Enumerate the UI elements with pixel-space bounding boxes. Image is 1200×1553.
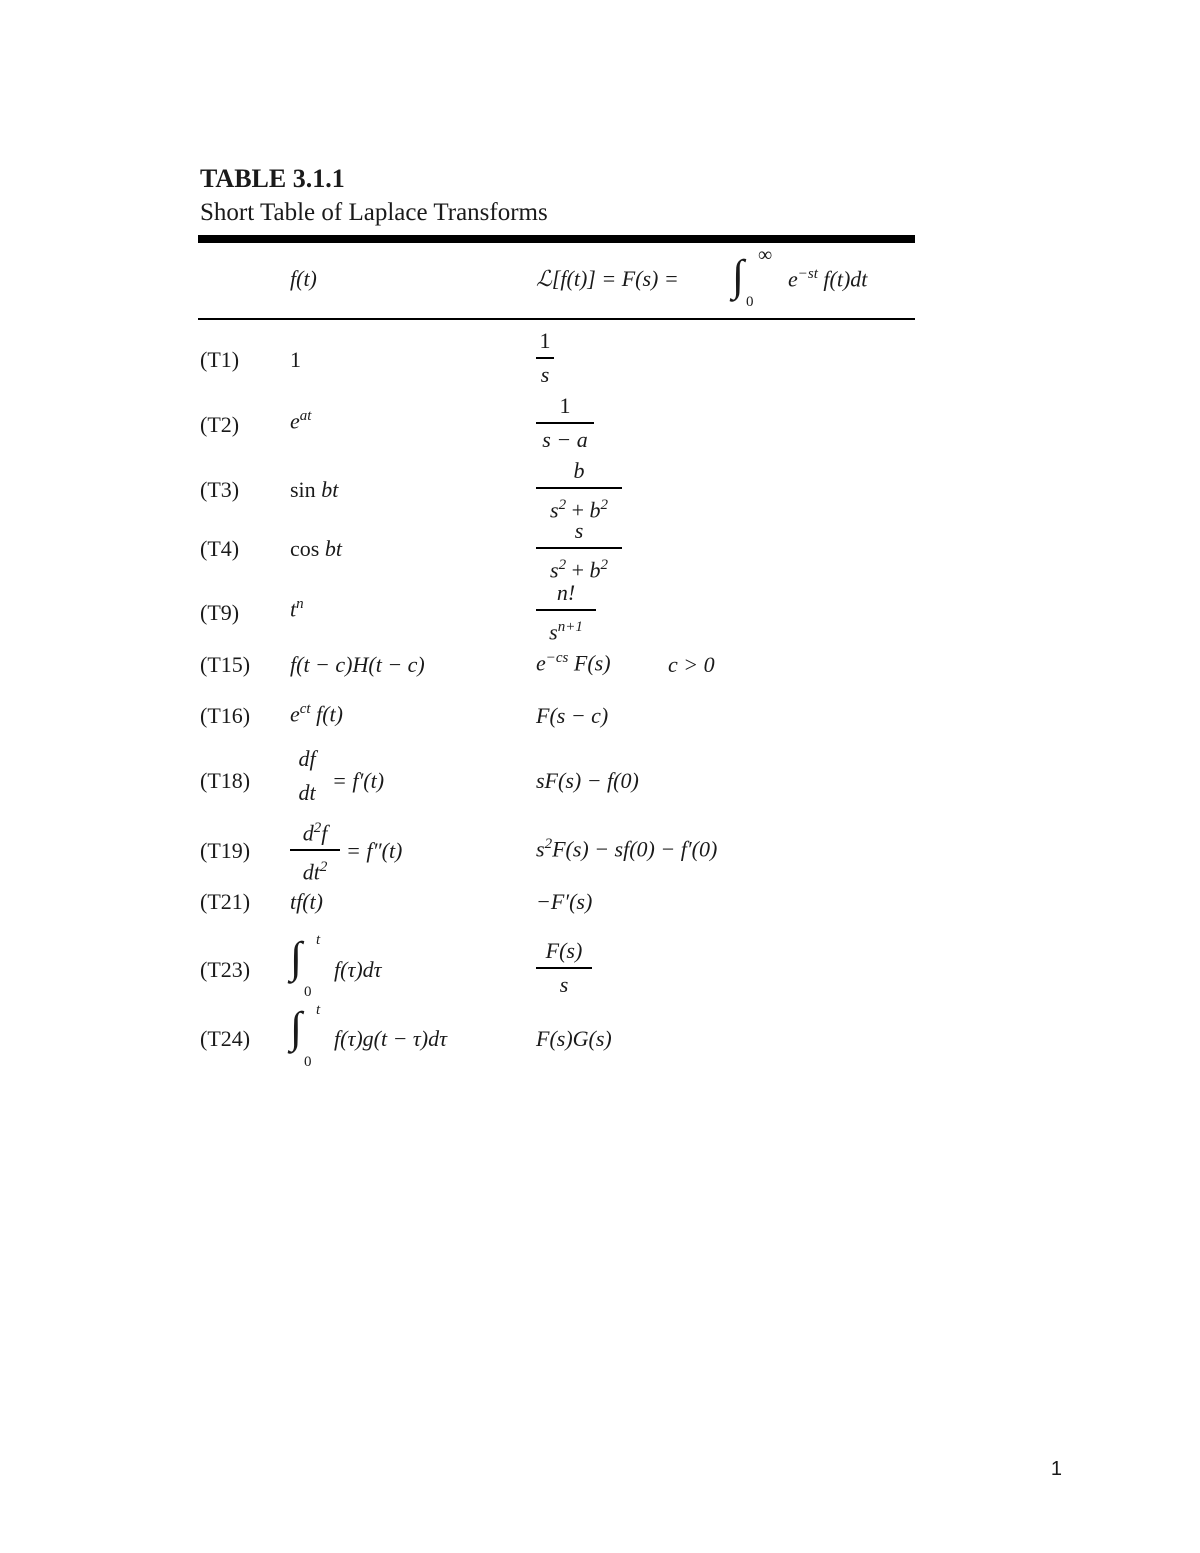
integral-lower-limit: 0 xyxy=(304,984,312,1000)
fraction-denominator: s xyxy=(559,971,569,997)
row-F: sF(s) − f(0) xyxy=(536,768,639,793)
fraction-denominator: $s^2 + b^2$ xyxy=(550,556,608,582)
fraction-numerator: 1 xyxy=(539,328,551,353)
table-subtitle: Short Table of Laplace Transforms xyxy=(200,199,548,226)
row-f-argument: bt xyxy=(324,536,342,561)
integral-lower-limit: 0 xyxy=(746,294,754,310)
row-F xyxy=(536,328,554,388)
header-laplace-lhs: ℒ[f(t)] = F(s) = xyxy=(536,266,679,291)
fraction-numerator: F(s) xyxy=(545,938,583,963)
fraction-bar xyxy=(536,609,596,611)
row-f-exponent: at xyxy=(299,408,312,424)
row-f: $t^n$ xyxy=(290,596,304,622)
row-f: 1 xyxy=(290,347,301,372)
row-f: $e^{ct}$ f(t) xyxy=(290,701,343,727)
row-f-base: e xyxy=(290,408,300,434)
row-label: (T24) xyxy=(200,1026,251,1051)
row-label: (T21) xyxy=(200,889,251,914)
fraction-denominator: dt xyxy=(298,779,316,805)
header-integrand: $e^{-st}$ f(t)dt xyxy=(788,266,868,292)
row-f: = f″(t) xyxy=(346,838,403,863)
row-condition: c > 0 xyxy=(668,652,715,677)
row-label: (T23) xyxy=(200,957,251,982)
fraction-bar xyxy=(536,357,554,359)
fraction-numerator: n! xyxy=(556,580,576,605)
row-f-argument: bt xyxy=(321,477,339,502)
row-f: = f′(t) xyxy=(332,768,385,793)
fraction-denominator: $s^2 + b^2$ xyxy=(550,496,608,522)
fraction-denominator: $dt^2$ xyxy=(302,858,328,885)
integral-lower-limit: 0 xyxy=(304,1054,312,1070)
row-F: $s^2F(s) - sf(0) - f'(0)$ xyxy=(536,836,718,862)
fraction-denominator: s − a xyxy=(542,426,588,452)
row-f: f(t − c)H(t − c) xyxy=(290,652,425,677)
row-F xyxy=(536,518,622,583)
top-rule xyxy=(198,235,915,243)
row-f-fraction xyxy=(290,746,324,806)
row-F xyxy=(536,458,622,523)
row-f-function: cos xyxy=(290,536,320,561)
row-label: (T9) xyxy=(200,600,240,625)
row-label: (T2) xyxy=(200,412,240,437)
row-F: −F′(s) xyxy=(536,889,593,914)
fraction-bar xyxy=(536,967,592,969)
fraction-numerator: 1 xyxy=(559,393,571,418)
row-f xyxy=(290,536,342,562)
row-label: (T4) xyxy=(200,536,240,561)
row-F: F(s − c) xyxy=(536,703,609,728)
fraction-numerator: b xyxy=(573,458,585,483)
fraction-numerator: df xyxy=(298,746,316,771)
fraction-numerator: s xyxy=(574,518,584,543)
row-F xyxy=(536,580,596,645)
row-label: (T19) xyxy=(200,838,251,863)
fraction-denominator: $s^{n+1}$ xyxy=(549,618,583,644)
integral-upper-limit: t xyxy=(316,932,321,948)
integral-icon: ∫ xyxy=(290,1003,303,1052)
page-number: 1 xyxy=(1050,1458,1062,1480)
fraction-bar xyxy=(536,487,622,489)
row-F: $e^{-cs}$ F(s) xyxy=(536,650,611,676)
row-f-fraction xyxy=(290,815,340,885)
fraction-bar xyxy=(536,547,622,549)
fraction-bar xyxy=(290,775,324,777)
row-f: f(τ)g(t − τ)dτ xyxy=(334,1026,447,1051)
row-f-function: sin xyxy=(290,477,316,502)
header-laplace-definition xyxy=(536,246,916,316)
row-label: (T3) xyxy=(200,477,240,502)
row-f xyxy=(290,477,338,503)
header-rule xyxy=(198,318,915,320)
row-f: tf(t) xyxy=(290,889,323,914)
fraction-numerator: $d^2f$ xyxy=(302,820,328,846)
fraction-bar xyxy=(536,422,594,424)
row-F xyxy=(536,393,594,453)
row-f: f(τ)dτ xyxy=(334,957,382,982)
row-label: (T16) xyxy=(200,703,251,728)
header-f-of-t: f(t) xyxy=(290,266,317,291)
integral-upper-limit: ∞ xyxy=(758,244,773,266)
fraction-denominator: s xyxy=(540,361,550,387)
integral-upper-limit: t xyxy=(316,1002,321,1018)
integral-icon: ∫ xyxy=(290,933,303,982)
integral-icon: ∫ xyxy=(732,251,745,300)
table-title: TABLE 3.1.1 xyxy=(200,164,345,193)
row-f xyxy=(290,408,311,434)
fraction-bar xyxy=(290,849,340,851)
row-label: (T15) xyxy=(200,652,251,677)
row-F xyxy=(536,938,592,998)
row-label: (T18) xyxy=(200,768,251,793)
row-label: (T1) xyxy=(200,347,240,372)
row-F: F(s)G(s) xyxy=(536,1026,612,1051)
